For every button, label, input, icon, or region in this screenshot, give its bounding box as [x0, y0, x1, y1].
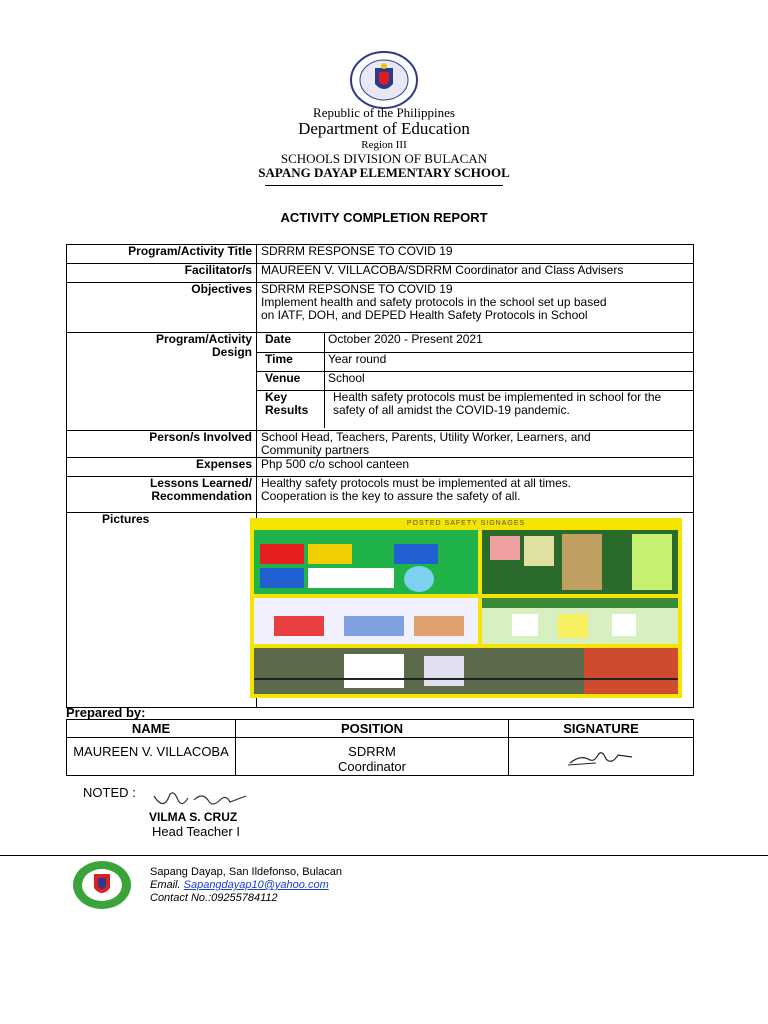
classroom-photo: [482, 598, 678, 644]
noted-title: Head Teacher I: [152, 824, 240, 839]
key-value-line: safety of all amidst the COVID-19 pandemic.: [333, 402, 570, 417]
footer-contact: Contact No.:09255784112: [150, 892, 278, 904]
school-seal-icon: [72, 860, 132, 910]
report-title: ACTIVITY COMPLETION REPORT: [280, 210, 488, 225]
expenses-value: Php 500 c/o school canteen: [257, 458, 694, 477]
email-label: Email.: [150, 879, 181, 891]
lessons-line: Healthy safety protocols must be implemented at all times.: [261, 476, 572, 490]
pictures-label: Pictures: [67, 513, 257, 708]
title-value: SDRRM RESPONSE TO COVID 19: [257, 245, 694, 264]
prepared-position: [236, 738, 509, 776]
date-label: Date: [257, 333, 325, 352]
lessons-value: [257, 477, 694, 513]
lessons-label-line: Recommendation: [151, 489, 252, 503]
col-name-header: NAME: [67, 720, 236, 738]
facilitator-value: MAUREEN V. VILLACOBA/SDRRM Coordinator and Class Advisers: [257, 264, 694, 283]
key-label-line: Results: [265, 402, 309, 417]
noted-label: NOTED :: [83, 785, 136, 800]
objectives-label: Objectives: [67, 283, 257, 333]
wall-poster-photo: [254, 598, 478, 644]
header-divider: [265, 185, 503, 186]
facilitator-label: Facilitator/s: [67, 264, 257, 283]
position-line: SDRRM: [348, 744, 396, 759]
persons-label: Person/s Involved: [67, 431, 257, 458]
noted-name: VILMA S. CRUZ: [149, 810, 238, 824]
design-label-line: Program/Activity: [155, 332, 252, 346]
deped-seal-icon: [349, 50, 419, 110]
prepared-table: [66, 719, 694, 776]
title-label: Program/Activity Title: [67, 245, 257, 264]
key-label-line: Key: [265, 389, 288, 404]
signature-scribble-icon: [566, 745, 636, 769]
lessons-line: Cooperation is the key to assure the safety of all.: [261, 489, 521, 503]
prepared-label: Prepared by:: [66, 705, 146, 720]
time-value: Year round: [325, 352, 694, 371]
objectives-value: [257, 283, 694, 333]
country-line: Republic of the Philippines: [313, 105, 455, 120]
photos-caption: POSTED SAFETY SIGNAGES: [406, 520, 526, 527]
col-position-header: POSITION: [236, 720, 509, 738]
objectives-line: SDRRM REPSONSE TO COVID 19: [261, 282, 453, 296]
department-name: Department of Education: [298, 119, 470, 138]
footer-divider: [0, 855, 768, 856]
prepared-name: MAUREEN V. VILLACOBA: [67, 738, 236, 776]
venue-value: School: [325, 371, 694, 390]
col-signature-header: SIGNATURE: [509, 720, 694, 738]
design-cell: [257, 333, 694, 431]
gate-photo: [254, 648, 678, 694]
footer-email-line: [150, 879, 329, 891]
design-label: [67, 333, 257, 431]
email-link[interactable]: Sapangdayap10@yahoo.com: [183, 879, 329, 891]
persons-line: School Head, Teachers, Parents, Utility Worker, Learners, and: [261, 430, 591, 444]
design-label-line: Design: [211, 345, 252, 359]
signature-cell: [509, 738, 694, 776]
division-line: SCHOOLS DIVISION OF BULACAN: [280, 151, 488, 166]
objectives-line: Implement health and safety protocols in the school set up based: [261, 295, 607, 309]
persons-line: Community partners: [261, 443, 370, 457]
key-results-value: [325, 390, 694, 428]
persons-value: [257, 431, 694, 458]
expenses-label: Expenses: [67, 458, 257, 477]
footer-address: Sapang Dayap, San Ildefonso, Bulacan: [150, 866, 343, 878]
date-value: October 2020 - Present 2021: [325, 333, 694, 352]
time-label: Time: [257, 352, 325, 371]
key-value-line: Health safety protocols must be implemented in school for the: [333, 389, 662, 404]
objectives-line: on IATF, DOH, and DEPED Health Safety Protocols in School: [261, 308, 588, 322]
school-name: SAPANG DAYAP ELEMENTARY SCHOOL: [258, 165, 510, 180]
signage-photo: [254, 530, 478, 594]
lessons-label-line: Lessons Learned/: [149, 476, 252, 490]
position-line: Coordinator: [338, 759, 406, 774]
venue-label: Venue: [257, 371, 325, 390]
key-results-label: [257, 390, 325, 428]
design-table: [257, 333, 693, 428]
region-line: Region III: [361, 139, 407, 151]
photo-collage: [250, 518, 682, 698]
lessons-label: [67, 477, 257, 513]
bulletin-photo: [482, 530, 678, 594]
